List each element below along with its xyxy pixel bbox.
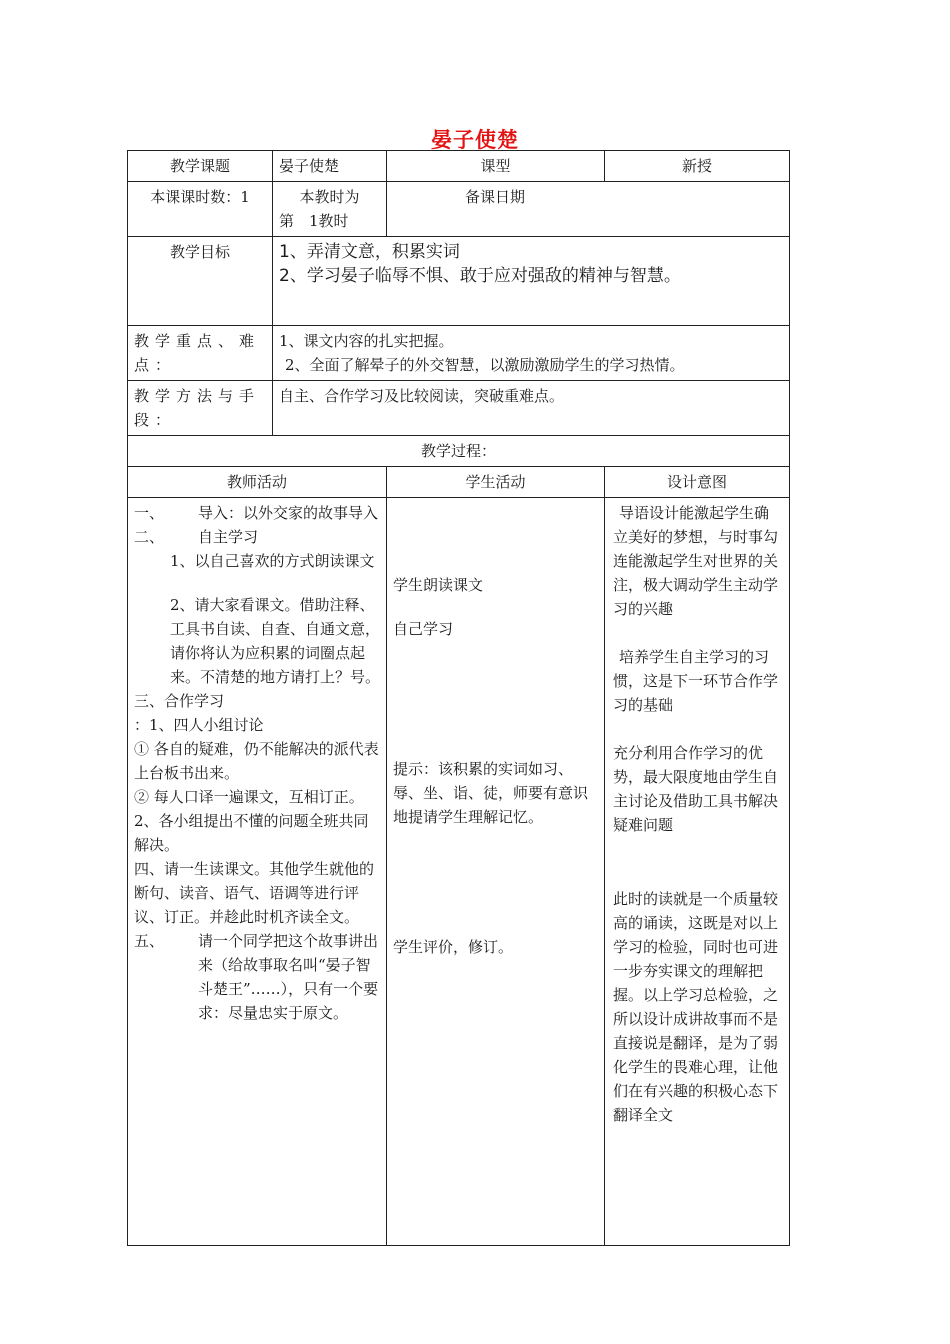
goals-label: 教学目标: [128, 237, 273, 326]
hours-label: 本课课时数：1: [128, 182, 273, 237]
goals-cell: [273, 237, 790, 326]
key-points-cell: [273, 326, 790, 381]
key-point-2: 2、全面了解晕子的外交智慧，以激励激励学生的学习热情。: [285, 356, 685, 374]
topic-value: 晏子使楚: [273, 151, 387, 182]
teacher-step-3-sub-a: ① 各自的疑难，仍不能解决的派代表上台板书出来。: [134, 740, 379, 782]
col-header-teacher: 教师活动: [128, 467, 387, 498]
row-process-title: [128, 436, 790, 467]
student-activity-2: 自己学习: [393, 620, 454, 638]
student-activity-1: 学生朗读课文: [393, 576, 484, 594]
teacher-step-3-item-2: 2、各小组提出不懂的问题全班共同解决。: [134, 812, 369, 854]
methods-value: 自主、合作学习及比较阅读，突破重难点。: [273, 381, 790, 436]
document-title: 晏子使楚: [431, 127, 519, 152]
current-lesson-line1: 本教时为: [299, 188, 360, 206]
teacher-step-3: 三、合作学习: [134, 692, 225, 710]
topic-label: 教学课题: [128, 151, 273, 182]
student-activity-3: 提示：该积累的实词如习、辱、坐、诣、徒，师要有意识地提请学生理解记忆。: [393, 760, 589, 826]
teacher-step-2: 二、 自主学习: [134, 528, 259, 546]
goal-item-1: 1、弄清文意，积累实词: [279, 242, 460, 262]
row-process-body: [128, 498, 790, 1246]
teacher-step-3-sub-b: ② 每人口译一遍课文，互相订正。: [134, 788, 364, 806]
teacher-step-5: 五、 请一个同学把这个故事讲出来（给故事取名叫“晏子智斗楚王”……），只有一个要求：尽量忠实于原文。: [134, 932, 379, 1022]
student-activity-cell: [387, 498, 605, 1246]
teacher-activity-cell: [128, 498, 387, 1246]
teacher-step-4: 四、请一生读课文。其他学生就他的断句、读音、语气、语调等进行评议、订正。并趁此时机齐读全文。: [134, 860, 375, 926]
col-header-student: 学生活动: [387, 467, 605, 498]
design-intent-4: 此时的读就是一个质量较高的诵读，这既是对以上学习的检验，同时也可进一步夯实课文的理解把握。以上学习总检验，之所以设计成讲故事而不是直接说是翻译，是为了弱化学生的畏难心理，让他们在有兴趣的积极心态下翻译全文: [613, 890, 779, 1124]
row-key-points: [128, 326, 790, 381]
teacher-step-2-item-2: 2、请大家看课文。借助注释、工具书自读、自查、自通文意，请你将认为应积累的词圈点起来。不清楚的地方请打上？号。: [170, 596, 381, 686]
lesson-plan-table: [127, 150, 790, 1246]
row-process-headers: [128, 467, 790, 498]
current-lesson-cell: [273, 182, 387, 237]
prep-date-cell: [387, 182, 790, 237]
goal-item-2: 2、学习晏子临辱不惧、敢于应对强敌的精神与智慧。: [279, 266, 681, 286]
col-header-intent: 设计意图: [605, 467, 790, 498]
row-goals: [128, 237, 790, 326]
row-methods: [128, 381, 790, 436]
key-points-label: 教学重点、难点：: [128, 326, 273, 381]
design-intent-cell: [605, 498, 790, 1246]
type-label: 课型: [387, 151, 605, 182]
process-title: 教学过程：: [128, 436, 790, 467]
teacher-step-1: 一、 导入：以外交家的故事导入: [134, 504, 379, 522]
teacher-step-3-item-1: ：1、四人小组讨论: [134, 716, 264, 734]
design-intent-2: 培养学生自主学习的习惯，这是下一环节合作学习的基础: [613, 648, 779, 714]
design-intent-1: 导语设计能激起学生确立美好的梦想，与时事勾连能激起学生对世界的关注，极大调动学生主动学习的兴趣: [613, 504, 779, 618]
student-activity-4: 学生评价，修订。: [393, 938, 514, 956]
row-hours: [128, 182, 790, 237]
teacher-step-2-item-1: 1、以自己喜欢的方式朗读课文: [170, 552, 375, 570]
key-point-1: 1、课文内容的扎实把握。: [279, 332, 454, 350]
prep-date-label: 备课日期: [465, 188, 526, 206]
row-topic: [128, 151, 790, 182]
current-lesson-line2: 第 1教时: [279, 212, 349, 230]
design-intent-3: 充分利用合作学习的优势，最大限度地由学生自主讨论及借助工具书解决疑难问题: [613, 744, 779, 834]
type-value: 新授: [605, 151, 790, 182]
methods-label: 教学方法与手段：: [128, 381, 273, 436]
